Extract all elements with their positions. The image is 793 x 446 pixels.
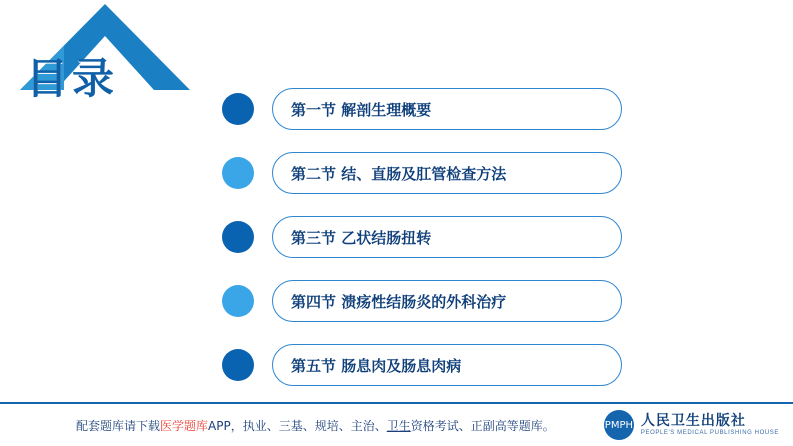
publisher-mark-icon: PMPH <box>604 410 634 440</box>
footer-text-after: APP，执业、三基、规培、主治、 <box>208 419 387 433</box>
page-title: 目录 <box>26 54 119 103</box>
footer-text-before: 配套题库请下载 <box>76 419 161 433</box>
table-of-contents <box>222 86 622 406</box>
title-block <box>0 0 212 104</box>
footer-text-underlined: 卫生 <box>386 419 411 433</box>
list-item[interactable] <box>222 86 622 132</box>
footer-text-end: 资格考试、正副高等题库。 <box>410 419 555 433</box>
chapter-chip[interactable] <box>272 88 622 130</box>
bullet-icon <box>222 285 254 317</box>
chapter-label: 第五节 肠息肉及肠息肉病 <box>291 356 462 375</box>
bullet-icon <box>222 93 254 125</box>
chapter-label: 第四节 溃疡性结肠炎的外科治疗 <box>291 292 507 311</box>
list-item[interactable] <box>222 150 622 196</box>
publisher-name-cn: 人民卫生出版社 <box>640 412 746 429</box>
chapter-label: 第一节 解剖生理概要 <box>291 100 432 119</box>
footer-brand: 医学题库 <box>160 419 209 433</box>
chapter-label: 第三节 乙状结肠扭转 <box>291 228 432 247</box>
bullet-icon <box>222 221 254 253</box>
bullet-icon <box>222 349 254 381</box>
bullet-icon <box>222 157 254 189</box>
chapter-chip[interactable] <box>272 280 622 322</box>
list-item[interactable] <box>222 342 622 388</box>
list-item[interactable] <box>222 214 622 260</box>
footer-bar <box>0 402 793 446</box>
chapter-chip[interactable] <box>272 216 622 258</box>
chapter-label: 第二节 结、直肠及肛管检查方法 <box>291 164 507 183</box>
chapter-chip[interactable] <box>272 152 622 194</box>
publisher-names <box>641 413 779 438</box>
chapter-chip[interactable] <box>272 344 622 386</box>
footer-note <box>76 417 555 434</box>
list-item[interactable] <box>222 278 622 324</box>
publisher-name-en: PEOPLE'S MEDICAL PUBLISHING HOUSE <box>640 430 779 436</box>
publisher-logo <box>604 410 779 440</box>
